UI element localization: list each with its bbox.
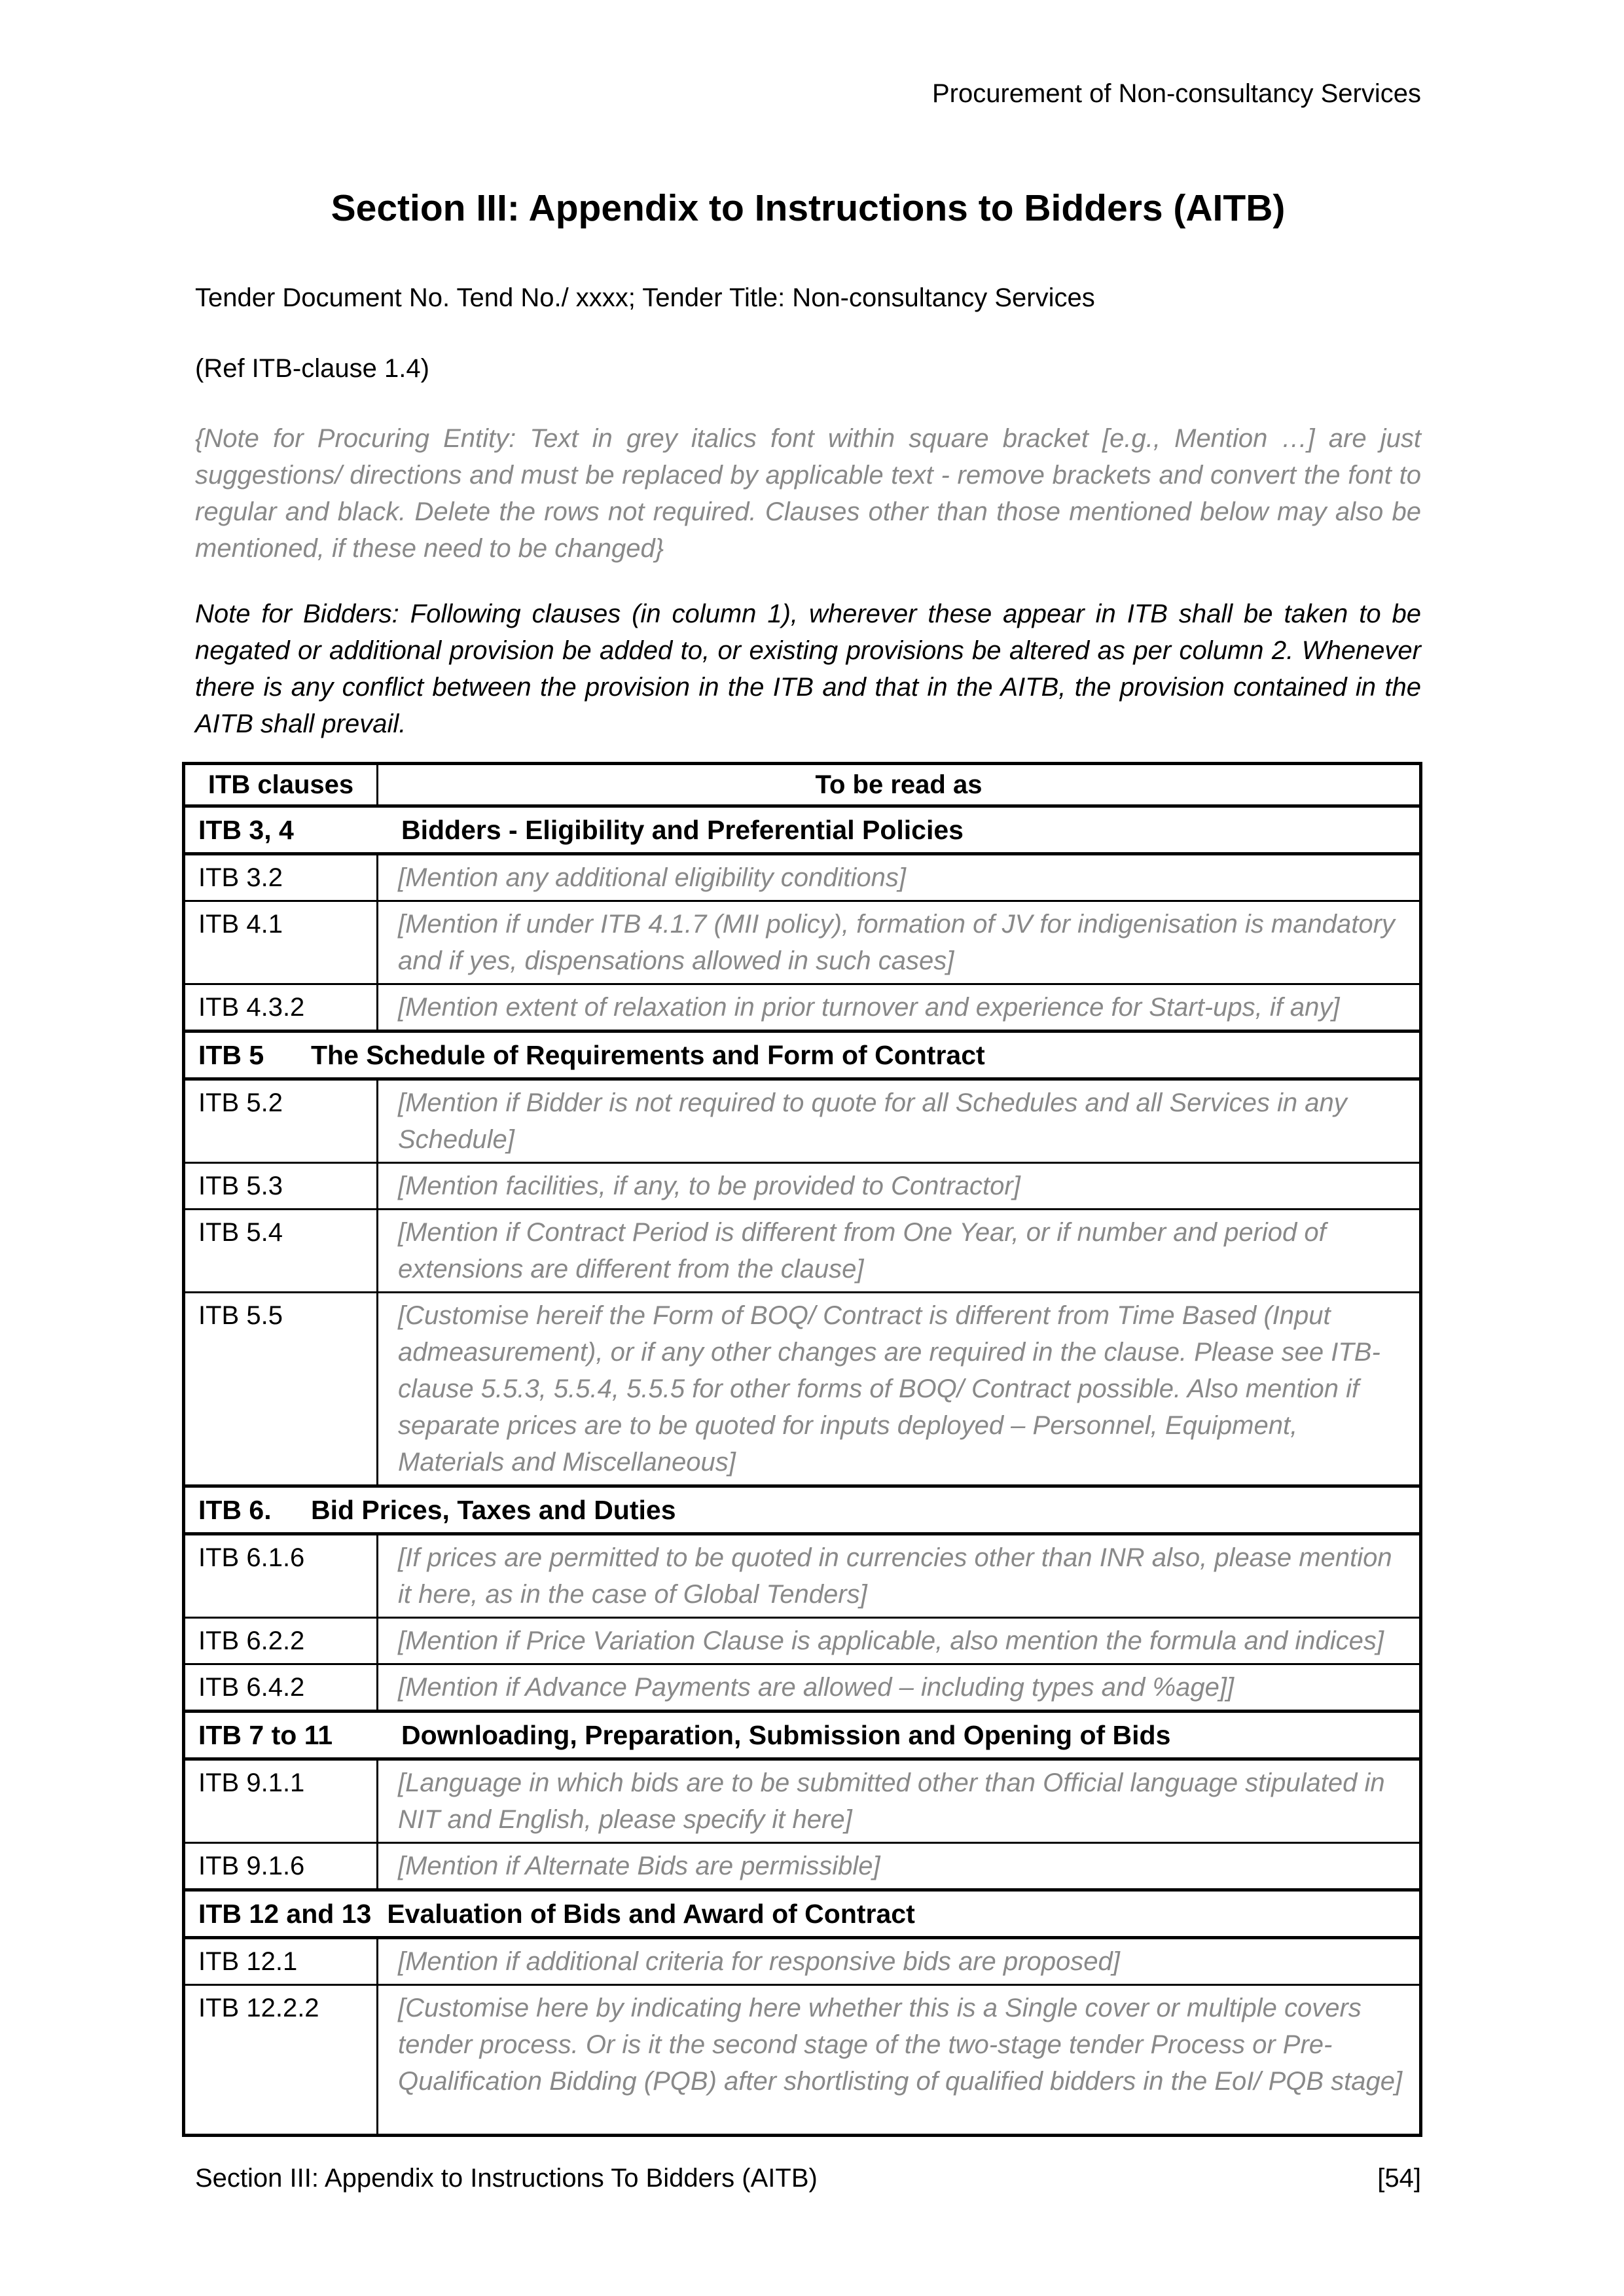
clause-row [184,1209,1421,1292]
section-clause-number: ITB 5 [198,1039,264,1070]
section-title: Bid Prices, Taxes and Duties [311,1494,676,1525]
clause-number: ITB 6.4.2 [184,1664,378,1711]
section-row [184,1711,1421,1759]
clause-row [184,853,1421,901]
clause-row [184,1617,1421,1664]
clause-number: ITB 9.1.6 [184,1842,378,1890]
footer-title: Section III: Appendix to Instructions To Bidders (AITB) [195,2163,818,2193]
section-title: The Schedule of Requirements and Form of Contract [311,1039,985,1070]
clause-row [184,1534,1421,1617]
table-header-to-be-read-as: To be read as [378,763,1421,806]
procuring-entity-note: {Note for Procuring Entity: Text in grey italics font within square bracket [e.g., Mention …] are just suggestions/ directions and must be replaced by applicable text - remove brackets and convert the font to regular and black. Delete the rows not required. Clauses other than those mentioned below may also be mentioned, if these need to be changed} [195,423,1421,563]
page-number: [54] [1377,2163,1421,2193]
clause-number: ITB 9.1.1 [184,1759,378,1842]
section-title: Downloading, Preparation, Submission and Opening of Bids [401,1719,1171,1750]
clause-placeholder-text: [Language in which bids are to be submitted other than Official language stipulated in NIT and English, please specify it here] [378,1759,1421,1842]
section-cell [184,806,1421,853]
ref-clause-line: (Ref ITB-clause 1.4) [195,353,429,383]
clause-row [184,1842,1421,1890]
clause-placeholder-text: [Customise hereif the Form of BOQ/ Contract is different from Time Based (Input admeasurement), or if any other changes are required in the clause. Please see ITB-clause 5.5.3, 5.5.4, 5.5.5 for other forms of BOQ/ Contract possible. Also mention if separate prices are to be quoted for inputs deployed – Personnel, Equipment, Materials and Miscellaneous] [378,1292,1421,1486]
section-cell [184,1711,1421,1759]
clause-placeholder-text: [Mention if Alternate Bids are permissible] [378,1842,1421,1890]
clause-number: ITB 3.2 [184,853,378,901]
clause-row [184,1292,1421,1486]
clause-row [184,901,1421,984]
clause-row [184,1162,1421,1209]
section-clause-number: ITB 7 to 11 [198,1719,333,1750]
clause-placeholder-text: [Mention extent of relaxation in prior turnover and experience for Start-ups, if any] [378,984,1421,1031]
clause-placeholder-text: [Mention any additional eligibility conditions] [378,853,1421,901]
clause-number: ITB 6.1.6 [184,1534,378,1617]
document-footer [195,2163,1421,2193]
section-row [184,806,1421,853]
table-header-itb-clauses: ITB clauses [184,763,378,806]
clause-placeholder-text: [Mention if Bidder is not required to quote for all Schedules and all Services in any Schedule] [378,1079,1421,1162]
clause-number: ITB 5.4 [184,1209,378,1292]
section-title: Evaluation of Bids and Award of Contract [387,1898,915,1929]
clause-row [184,1079,1421,1162]
clause-number: ITB 6.2.2 [184,1617,378,1664]
clause-number: ITB 12.2.2 [184,1984,378,2135]
section-clause-number: ITB 6. [198,1494,272,1525]
section-title: Bidders - Eligibility and Preferential Policies [401,814,964,845]
table-header-row [184,763,1421,806]
clause-placeholder-text: [Mention if additional criteria for responsive bids are proposed] [378,1937,1421,1984]
document-header [195,79,1421,109]
clause-row [184,984,1421,1031]
itb-table-body [184,806,1421,2135]
clause-row [184,1984,1421,2135]
bidders-note: Note for Bidders: Following clauses (in column 1), wherever these appear in ITB shall be taken to be negated or additional provision be added to, or existing provisions be altered as per column 2. Whenever there is any conflict between the provision in the ITB and that in the AITB, the provision contained in the AITB shall prevail. [195,599,1421,738]
clause-placeholder-text: [Mention if Advance Payments are allowed – including types and %age]] [378,1664,1421,1711]
section-row [184,1890,1421,1937]
clause-row [184,1937,1421,1984]
clause-number: ITB 4.1 [184,901,378,984]
section-row [184,1031,1421,1079]
section-row [184,1486,1421,1534]
page-title: Section III: Appendix to Instructions to Bidders (AITB) [331,187,1286,229]
clause-number: ITB 12.1 [184,1937,378,1984]
section-cell [184,1486,1421,1534]
clause-placeholder-text: [If prices are permitted to be quoted in currencies other than INR also, please mention it here, as in the case of Global Tenders] [378,1534,1421,1617]
clause-placeholder-text: [Mention facilities, if any, to be provided to Contractor] [378,1162,1421,1209]
clause-number: ITB 5.3 [184,1162,378,1209]
clause-row [184,1664,1421,1711]
section-clause-number: ITB 3, 4 [198,814,294,845]
clause-placeholder-text: [Mention if Contract Period is different from One Year, or if number and period of extensions are different from the clause] [378,1209,1421,1292]
clause-number: ITB 4.3.2 [184,984,378,1031]
clause-number: ITB 5.5 [184,1292,378,1486]
section-cell [184,1890,1421,1937]
clause-placeholder-text: [Mention if Price Variation Clause is applicable, also mention the formula and indices] [378,1617,1421,1664]
itb-clauses-table [182,762,1422,2137]
tender-document-line: Tender Document No. Tend No./ xxxx; Tender Title: Non-consultancy Services [195,283,1095,312]
clause-number: ITB 5.2 [184,1079,378,1162]
clause-row [184,1759,1421,1842]
clause-placeholder-text: [Customise here by indicating here whether this is a Single cover or multiple covers tender process. Or is it the second stage of the two-stage tender Process or Pre-Qualification Bidding (PQB) after shortlisting of qualified bidders in the EoI/ PQB stage] [378,1984,1421,2135]
section-clause-number: ITB 12 and 13 [198,1898,372,1929]
header-text: Procurement of Non-consultancy Services [932,79,1421,108]
clause-placeholder-text: [Mention if under ITB 4.1.7 (MII policy), formation of JV for indigenisation is mandatory and if yes, dispensations allowed in such cases] [378,901,1421,984]
section-cell [184,1031,1421,1079]
